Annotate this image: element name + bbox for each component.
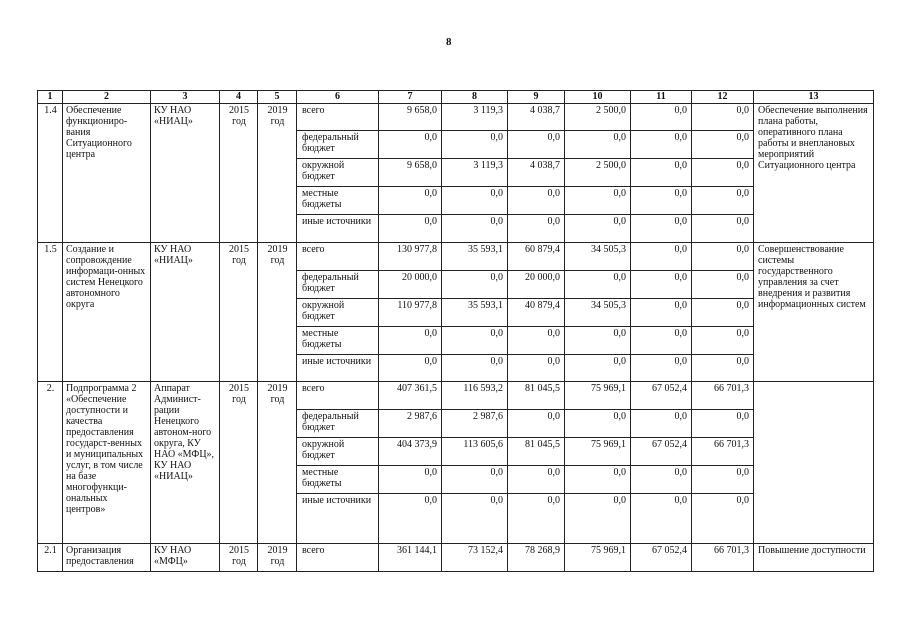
amount-cell: 0,0 — [692, 187, 754, 215]
funding-source: иные источники — [297, 215, 379, 243]
amount-cell: 0,0 — [631, 410, 692, 438]
amount-cell: 67 052,4 — [631, 544, 692, 572]
funding-source: федеральный бюджет — [297, 410, 379, 438]
amount-cell: 0,0 — [379, 355, 442, 382]
column-header: 2 — [63, 91, 151, 104]
amount-cell: 0,0 — [379, 131, 442, 159]
amount-cell: 0,0 — [508, 466, 565, 494]
page-number: 8 — [446, 36, 452, 48]
funding-source: местные бюджеты — [297, 327, 379, 355]
amount-cell: 0,0 — [565, 215, 631, 243]
amount-cell: 20 000,0 — [379, 271, 442, 299]
amount-cell: 404 373,9 — [379, 438, 442, 466]
funding-source: всего — [297, 382, 379, 410]
amount-cell: 66 701,3 — [692, 382, 754, 410]
amount-cell: 34 505,3 — [565, 299, 631, 327]
amount-cell: 60 879,4 — [508, 243, 565, 271]
column-header: 9 — [508, 91, 565, 104]
amount-cell: 0,0 — [631, 215, 692, 243]
funding-source: федеральный бюджет — [297, 131, 379, 159]
amount-cell: 75 969,1 — [565, 382, 631, 410]
amount-cell: 0,0 — [692, 159, 754, 187]
amount-cell: 2 500,0 — [565, 104, 631, 131]
amount-cell: 0,0 — [442, 355, 508, 382]
amount-cell: 81 045,5 — [508, 438, 565, 466]
amount-cell: 0,0 — [442, 215, 508, 243]
amount-cell: 0,0 — [442, 271, 508, 299]
amount-cell: 2 500,0 — [565, 159, 631, 187]
column-header: 1 — [38, 91, 63, 104]
amount-cell: 0,0 — [631, 187, 692, 215]
item-name: Обеспечение функциониро-вания Ситуационного центра — [63, 104, 151, 243]
item-name: Подпрограмма 2 «Обеспечение доступности и качества предоставления государст-венных и муниципальных услуг, в том числе на базе многофункци-ональных центров» — [63, 382, 151, 544]
amount-cell: 2 987,6 — [442, 410, 508, 438]
amount-cell: 130 977,8 — [379, 243, 442, 271]
amount-cell: 20 000,0 — [508, 271, 565, 299]
funding-source: местные бюджеты — [297, 466, 379, 494]
table-row — [38, 382, 874, 410]
amount-cell: 0,0 — [565, 466, 631, 494]
amount-cell: 75 969,1 — [565, 544, 631, 572]
budget-table — [37, 90, 874, 572]
amount-cell: 0,0 — [379, 327, 442, 355]
amount-cell: 0,0 — [692, 215, 754, 243]
end-year: 2019 год — [258, 382, 297, 544]
column-header: 4 — [220, 91, 258, 104]
start-year: 2015 год — [220, 544, 258, 572]
amount-cell: 0,0 — [379, 494, 442, 544]
item-number: 2. — [38, 382, 63, 544]
item-number: 1.5 — [38, 243, 63, 382]
item-name: Создание и сопровождение информаци-онных систем Ненецкого автономного округа — [63, 243, 151, 382]
amount-cell: 34 505,3 — [565, 243, 631, 271]
funding-source: окружной бюджет — [297, 438, 379, 466]
funding-source: окружной бюджет — [297, 299, 379, 327]
amount-cell: 0,0 — [631, 159, 692, 187]
amount-cell: 0,0 — [442, 131, 508, 159]
funding-source: федеральный бюджет — [297, 271, 379, 299]
amount-cell: 9 658,0 — [379, 159, 442, 187]
executor: КУ НАО «МФЦ» — [151, 544, 220, 572]
amount-cell: 361 144,1 — [379, 544, 442, 572]
start-year: 2015 год — [220, 243, 258, 382]
amount-cell: 0,0 — [692, 466, 754, 494]
column-header: 13 — [754, 91, 874, 104]
amount-cell: 0,0 — [508, 131, 565, 159]
column-header: 12 — [692, 91, 754, 104]
amount-cell: 0,0 — [508, 327, 565, 355]
column-header: 3 — [151, 91, 220, 104]
amount-cell: 0,0 — [565, 410, 631, 438]
amount-cell: 0,0 — [442, 466, 508, 494]
column-header: 7 — [379, 91, 442, 104]
amount-cell: 0,0 — [565, 271, 631, 299]
amount-cell: 35 593,1 — [442, 299, 508, 327]
amount-cell: 0,0 — [692, 243, 754, 271]
amount-cell: 0,0 — [565, 187, 631, 215]
amount-cell: 4 038,7 — [508, 159, 565, 187]
amount-cell: 75 969,1 — [565, 438, 631, 466]
amount-cell: 0,0 — [565, 131, 631, 159]
funding-source: всего — [297, 104, 379, 131]
column-header: 5 — [258, 91, 297, 104]
amount-cell: 67 052,4 — [631, 382, 692, 410]
column-header: 10 — [565, 91, 631, 104]
amount-cell: 0,0 — [692, 327, 754, 355]
expected-result: Совершенствование системы государственного управления за счет внедрения и развития информационных систем — [754, 243, 874, 382]
amount-cell: 0,0 — [565, 355, 631, 382]
amount-cell: 0,0 — [631, 243, 692, 271]
amount-cell: 0,0 — [442, 494, 508, 544]
expected-result: Повышение доступности — [754, 544, 874, 572]
amount-cell: 2 987,6 — [379, 410, 442, 438]
amount-cell: 67 052,4 — [631, 438, 692, 466]
amount-cell: 0,0 — [508, 355, 565, 382]
executor: КУ НАО «НИАЦ» — [151, 243, 220, 382]
item-name: Организация предоставления — [63, 544, 151, 572]
amount-cell: 0,0 — [692, 271, 754, 299]
amount-cell: 4 038,7 — [508, 104, 565, 131]
amount-cell: 0,0 — [442, 327, 508, 355]
amount-cell: 0,0 — [565, 327, 631, 355]
funding-source: местные бюджеты — [297, 187, 379, 215]
column-header: 8 — [442, 91, 508, 104]
amount-cell: 113 605,6 — [442, 438, 508, 466]
table-row — [38, 544, 874, 572]
amount-cell: 116 593,2 — [442, 382, 508, 410]
amount-cell: 0,0 — [692, 410, 754, 438]
funding-source: всего — [297, 544, 379, 572]
amount-cell: 66 701,3 — [692, 438, 754, 466]
amount-cell: 35 593,1 — [442, 243, 508, 271]
funding-source: всего — [297, 243, 379, 271]
executor: КУ НАО «НИАЦ» — [151, 104, 220, 243]
start-year: 2015 год — [220, 104, 258, 243]
expected-result — [754, 382, 874, 544]
column-header: 11 — [631, 91, 692, 104]
amount-cell: 81 045,5 — [508, 382, 565, 410]
amount-cell: 0,0 — [631, 299, 692, 327]
item-number: 1.4 — [38, 104, 63, 243]
amount-cell: 407 361,5 — [379, 382, 442, 410]
amount-cell: 0,0 — [631, 104, 692, 131]
amount-cell: 3 119,3 — [442, 104, 508, 131]
amount-cell: 0,0 — [379, 215, 442, 243]
funding-source: окружной бюджет — [297, 159, 379, 187]
end-year: 2019 год — [258, 243, 297, 382]
amount-cell: 0,0 — [692, 104, 754, 131]
funding-source: иные источники — [297, 355, 379, 382]
executor: Аппарат Админист-рации Ненецкого автоном-ного округа, КУ НАО «МФЦ», КУ НАО «НИАЦ» — [151, 382, 220, 544]
amount-cell: 73 152,4 — [442, 544, 508, 572]
amount-cell: 0,0 — [631, 271, 692, 299]
amount-cell: 0,0 — [379, 466, 442, 494]
amount-cell: 9 658,0 — [379, 104, 442, 131]
amount-cell: 0,0 — [631, 494, 692, 544]
end-year: 2019 год — [258, 544, 297, 572]
table-row — [38, 243, 874, 271]
amount-cell: 0,0 — [631, 131, 692, 159]
expected-result: Обеспечение выполнения плана работы, оперативного плана работы и внеплановых мероприятий Ситуационного центра — [754, 104, 874, 243]
header-row — [38, 91, 874, 104]
start-year: 2015 год — [220, 382, 258, 544]
funding-source: иные источники — [297, 494, 379, 544]
amount-cell: 0,0 — [442, 187, 508, 215]
amount-cell: 0,0 — [631, 327, 692, 355]
amount-cell: 0,0 — [508, 410, 565, 438]
end-year: 2019 год — [258, 104, 297, 243]
amount-cell: 0,0 — [508, 494, 565, 544]
amount-cell: 0,0 — [692, 299, 754, 327]
item-number: 2.1 — [38, 544, 63, 572]
amount-cell: 0,0 — [508, 215, 565, 243]
amount-cell: 0,0 — [565, 494, 631, 544]
amount-cell: 0,0 — [692, 494, 754, 544]
amount-cell: 0,0 — [692, 355, 754, 382]
amount-cell: 0,0 — [631, 355, 692, 382]
amount-cell: 66 701,3 — [692, 544, 754, 572]
amount-cell: 110 977,8 — [379, 299, 442, 327]
column-header: 6 — [297, 91, 379, 104]
amount-cell: 3 119,3 — [442, 159, 508, 187]
amount-cell: 78 268,9 — [508, 544, 565, 572]
amount-cell: 0,0 — [631, 466, 692, 494]
amount-cell: 0,0 — [508, 187, 565, 215]
amount-cell: 0,0 — [692, 131, 754, 159]
table-row — [38, 104, 874, 131]
amount-cell: 0,0 — [379, 187, 442, 215]
amount-cell: 40 879,4 — [508, 299, 565, 327]
